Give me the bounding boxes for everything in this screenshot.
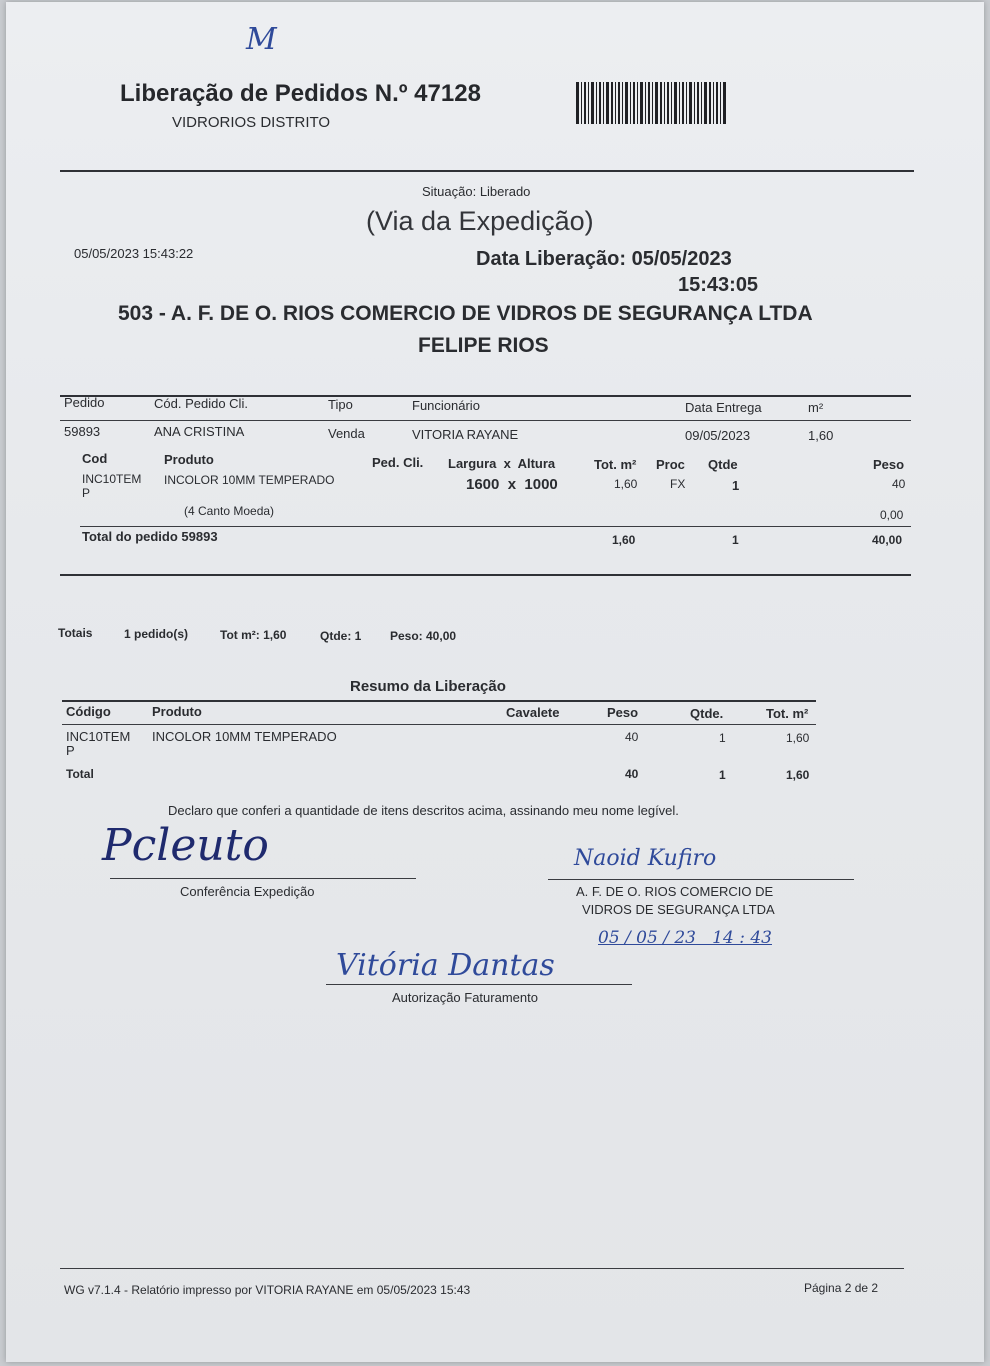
summary-total-peso: 40	[625, 767, 639, 781]
summary-header-produto: Produto	[152, 704, 202, 719]
item-qtde: 1	[732, 478, 740, 493]
summary-total-tot-m2: 1,60	[786, 768, 810, 782]
summary-tot-m2: 1,60	[786, 731, 810, 745]
summary-total-qtde: 1	[719, 768, 726, 782]
item-header-ped-cli: Ped. Cli.	[372, 455, 424, 470]
footer-rule	[60, 1268, 904, 1269]
totals-label: Totais	[58, 626, 93, 640]
client-signature-date: 05 / 05 / 23 14 : 43	[598, 928, 772, 948]
footer-page-number: Página 2 de 2	[804, 1281, 879, 1295]
order-data-entrega: 09/05/2023	[685, 428, 751, 443]
col-header-data-entrega: Data Entrega	[685, 400, 762, 415]
barcode	[576, 82, 726, 124]
conferencia-signature: Pcleuto	[102, 820, 269, 871]
order-m2: 1,60	[808, 428, 834, 443]
item-note: (4 Canto Moeda)	[184, 504, 275, 518]
item-peso: 40	[892, 477, 906, 491]
item-header-cod: Cod	[82, 451, 108, 466]
item-produto: INCOLOR 10MM TEMPERADO	[164, 473, 335, 487]
status-text: Situação: Liberado	[422, 184, 531, 199]
summary-qtde: 1	[719, 731, 726, 745]
summary-header-tot-m2: Tot. m²	[766, 706, 809, 721]
order-funcionario: VITORIA RAYANE	[412, 427, 519, 442]
summary-title: Resumo da Liberação	[350, 678, 506, 695]
order-total-qtde: 1	[732, 533, 739, 547]
item-header-largura-altura: Largura x Altura	[448, 456, 556, 471]
release-date: Data Liberação: 05/05/2023	[476, 248, 732, 270]
order-tipo: Venda	[328, 426, 365, 441]
item-cod-line1: INC10TEM	[82, 472, 142, 486]
conferencia-signature-line	[110, 878, 416, 879]
summary-total-label: Total	[66, 767, 94, 781]
totals-pedidos: 1 pedido(s)	[124, 627, 189, 641]
item-header-produto: Produto	[164, 452, 214, 467]
document-sheet	[6, 2, 984, 1362]
client-signature-line	[548, 879, 854, 880]
summary-produto: INCOLOR 10MM TEMPERADO	[152, 729, 337, 744]
client-label-line2: VIDROS DE SEGURANÇA LTDA	[582, 902, 775, 917]
totals-qtde: Qtde: 1	[320, 629, 362, 643]
item-header-qtde: Qtde	[708, 457, 738, 472]
order-pedido: 59893	[64, 424, 101, 439]
footer-report-info: WG v7.1.4 - Relatório impresso por VITORIA RAYANE em 05/05/2023 15:43	[64, 1283, 471, 1297]
item-cod-line2: P	[82, 486, 91, 500]
printed-datetime: 05/05/2023 15:43:22	[74, 246, 194, 261]
summary-header-qtde: Qtde.	[690, 706, 724, 721]
summary-header-codigo: Código	[66, 704, 111, 719]
col-header-cod-pedido-cli: Cód. Pedido Cli.	[154, 396, 248, 411]
order-table-bottom-rule	[60, 574, 911, 576]
client-label-line1: A. F. DE O. RIOS COMERCIO DE	[576, 884, 774, 899]
summary-header-rule	[62, 724, 816, 725]
autorizacao-label: Autorização Faturamento	[392, 990, 538, 1005]
item-header-proc: Proc	[656, 457, 685, 472]
summary-codigo-line1: INC10TEM	[66, 729, 131, 744]
col-header-pedido: Pedido	[64, 395, 105, 410]
order-total-label: Total do pedido 59893	[82, 529, 218, 544]
autorizacao-signature-line	[326, 984, 632, 985]
col-header-m2: m²	[808, 400, 824, 415]
col-header-tipo: Tipo	[328, 397, 353, 412]
item-header-tot-m2: Tot. m²	[594, 457, 637, 472]
header-divider	[60, 170, 914, 172]
order-cod-pedido-cli: ANA CRISTINA	[154, 424, 245, 439]
client-signature: Naoid Kufiro	[574, 846, 717, 871]
summary-codigo-line2: P	[66, 743, 75, 758]
item-header-peso: Peso	[873, 457, 905, 472]
order-total-m2: 1,60	[612, 533, 636, 547]
col-header-funcionario: Funcionário	[412, 398, 480, 413]
item-proc: FX	[670, 477, 686, 491]
summary-top-rule	[62, 700, 816, 702]
summary-header-peso: Peso	[607, 705, 639, 720]
autorizacao-signature: Vitória Dantas	[336, 948, 555, 983]
item-dimensions: 1600 x 1000	[466, 476, 558, 493]
totals-peso: Peso: 40,00	[390, 629, 457, 643]
order-total-peso: 40,00	[872, 533, 903, 547]
summary-header-cavalete: Cavalete	[506, 705, 560, 720]
order-header-rule	[60, 420, 911, 421]
release-time: 15:43:05	[678, 274, 759, 296]
client-contact: FELIPE RIOS	[418, 334, 549, 357]
declaration-text: Declaro que conferi a quantidade de itens descritos acima, assinando meu nome legível.	[168, 803, 679, 818]
order-total-rule	[80, 526, 911, 527]
item-note-value: 0,00	[880, 508, 904, 522]
item-tot-m2: 1,60	[614, 477, 638, 491]
client-name: 503 - A. F. DE O. RIOS COMERCIO DE VIDROS DE SEGURANÇA LTDA	[118, 302, 813, 325]
conferencia-label: Conferência Expedição	[180, 884, 315, 899]
copy-label: (Via da Expedição)	[366, 206, 594, 236]
handwritten-mark: M	[246, 22, 277, 57]
summary-peso: 40	[625, 730, 639, 744]
company-name: VIDRORIOS DISTRITO	[172, 114, 331, 131]
totals-m2: Tot m²: 1,60	[220, 628, 287, 642]
document-title: Liberação de Pedidos N.º 47128	[120, 80, 481, 107]
